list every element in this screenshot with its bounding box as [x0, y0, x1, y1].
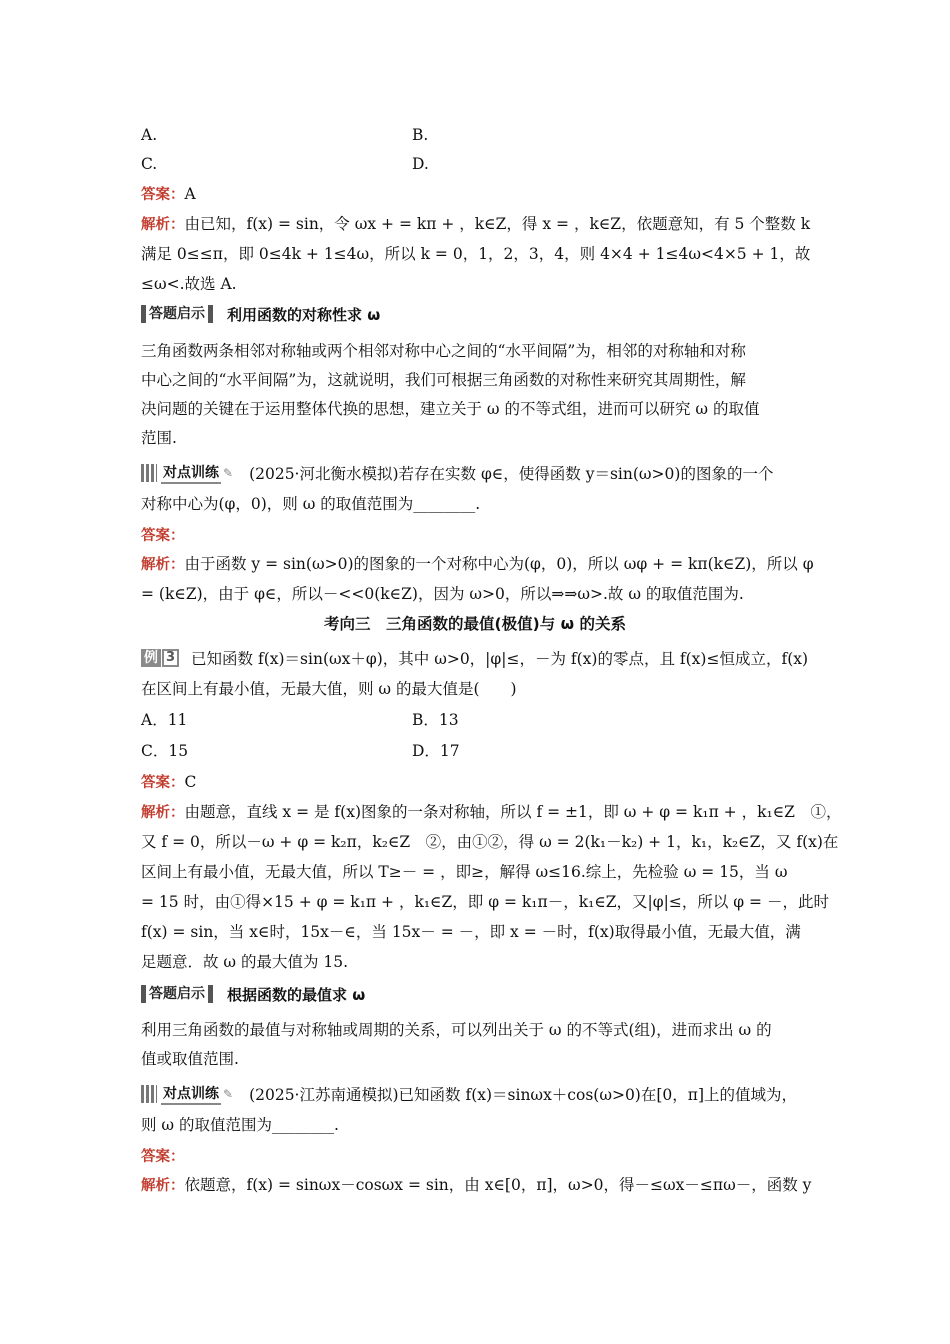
training-question: (2025·河北衡水模拟)若存在实数 φ∈，使得函数 y＝sin(ω>0)的图象的一个	[249, 465, 774, 483]
answer-line	[141, 183, 811, 206]
analysis-label: 解析：	[141, 1178, 185, 1194]
training-question: (2025·江苏南通模拟)已知函数 f(x)＝sinωx＋cos(ω>0)在[0，π]上的值域为，	[249, 1086, 797, 1104]
option-c: C．15	[141, 742, 189, 760]
tip-text-line: 值或取值范围.	[141, 1050, 239, 1068]
analysis-line	[141, 213, 811, 236]
analysis-line: f(x) = sin，当 x∈时，15x－∈，当 15x－ = －，即 x = －时，f(x)取得最小值，无最大值，满	[141, 923, 801, 941]
tip-text-line: 决问题的关键在于运用整体代换的思想，建立关于 ω 的不等式组，进而可以研究 ω 的取值	[141, 400, 760, 418]
answer-value: A	[184, 185, 196, 203]
analysis-label: 解析：	[141, 217, 185, 233]
example-number: 3	[162, 649, 179, 667]
training-question-line: 则 ω 的取值范围为________.	[141, 1116, 339, 1134]
option-b: B．13	[412, 711, 459, 729]
answer-line	[141, 1145, 811, 1168]
analysis-line	[141, 801, 842, 824]
analysis-text: 由已知，f(x) = sin，令 ωx + = kπ + ，k∈Z，得 x = ，k∈Z，依题意知，有 5 个整数 k	[184, 215, 811, 233]
analysis-line	[141, 553, 814, 576]
pencil-icon: ✎	[223, 466, 234, 480]
analysis-text: 由于函数 y = sin(ω>0)的图象的一个对称中心为(φ，0)，所以 ωφ + = kπ(k∈Z)，所以 φ	[184, 555, 814, 573]
answer-value: C	[184, 773, 197, 791]
analysis-line: = 15 时，由①得×15 + φ = k₁π + ，k₁∈Z，即 φ = k₁π－，k₁∈Z，又|φ|≤，所以 φ = －，此时	[141, 893, 829, 911]
analysis-line: 区间上有最小值，无最大值，所以 T≥－ = ，即≥，解得 ω≤16.综上，先检验 ω = 15，当 ω	[141, 863, 788, 881]
tip-badge: 答题启示	[141, 985, 213, 1003]
analysis-line: 满足 0≤≤π，即 0≤4k + 1≤4ω，所以 k = 0，1，2，3，4，则 4×4 + 1≤4ω<4×5 + 1，故	[141, 245, 811, 263]
example-badge: 例	[141, 649, 161, 667]
answer-label: 答案：	[141, 775, 185, 791]
answer-line	[141, 524, 811, 547]
option-c: C.	[141, 155, 158, 173]
option-b: B.	[412, 126, 429, 144]
section-heading: 考向三 三角函数的最值(极值)与 ω 的关系	[324, 615, 626, 633]
tip-header	[141, 304, 380, 324]
option-d: D．17	[412, 742, 460, 760]
tip-text-line: 中心之间的“水平间隔”为，这就说明，我们可根据三角函数的对称性来研究其周期性，解	[141, 371, 746, 389]
analysis-text: 依题意，f(x) = sinωx－cosωx = sin，由 x∈[0，π]，ω>0，得－≤ωx－≤πω－，函数 y	[184, 1176, 812, 1194]
analysis-label: 解析：	[141, 557, 185, 573]
answer-label: 答案：	[141, 1149, 185, 1165]
tip-header	[141, 984, 365, 1004]
tip-badge: 答题启示	[141, 305, 213, 323]
tip-title: 利用函数的对称性求 ω	[227, 305, 381, 324]
option-d: D.	[412, 155, 429, 173]
training-badge: 对点训练 ✎	[141, 462, 233, 484]
stripes-icon	[141, 464, 157, 482]
example-question-line: 在区间上有最小值，无最大值，则 ω 的最大值是( )	[141, 680, 517, 698]
analysis-label: 解析：	[141, 805, 185, 821]
answer-label: 答案：	[141, 528, 185, 544]
analysis-line: ≤ω<.故选 A.	[141, 275, 237, 293]
training-question-line: 对称中心为(φ，0)，则 ω 的取值范围为________.	[141, 495, 481, 513]
analysis-line: 足题意．故 ω 的最大值为 15.	[141, 953, 349, 971]
option-a: A.	[141, 126, 158, 144]
analysis-line: 又 f = 0，所以－ω + φ = k₂π，k₂∈Z ②，由①②，得 ω = 2(k₁－k₂) + 1，k₁，k₂∈Z，又 f(x)在	[141, 833, 839, 851]
answer-line	[141, 771, 811, 794]
analysis-line: = (k∈Z)，由于 φ∈，所以－<<0(k∈Z)，因为 ω>0，所以⇒⇒ω>.故 ω 的取值范围为.	[141, 585, 744, 603]
tip-text-line: 利用三角函数的最值与对称轴或周期的关系，可以列出关于 ω 的不等式(组)，进而求出 ω 的	[141, 1021, 772, 1039]
training-header	[141, 1083, 797, 1105]
tip-text-line: 范围.	[141, 429, 177, 447]
training-badge: 对点训练 ✎	[141, 1083, 233, 1105]
tip-title: 根据函数的最值求 ω	[227, 985, 366, 1004]
tip-text-line: 三角函数两条相邻对称轴或两个相邻对称中心之间的“水平间隔”为，相邻的对称轴和对称	[141, 342, 746, 360]
training-header	[141, 462, 773, 484]
example-header	[141, 647, 808, 669]
example-question: 已知函数 f(x)＝sin(ωx＋φ)，其中 ω>0，|φ|≤，－为 f(x)的零点，且 f(x)≤恒成立，f(x)	[191, 650, 809, 668]
option-a: A．11	[141, 711, 188, 729]
analysis-text: 由题意，直线 x = 是 f(x)图象的一条对称轴，所以 f = ±1，即 ω + φ = k₁π + ，k₁∈Z ①，	[184, 803, 842, 821]
pencil-icon: ✎	[223, 1087, 234, 1101]
answer-label: 答案：	[141, 187, 185, 203]
stripes-icon	[141, 1085, 157, 1103]
analysis-line	[141, 1174, 811, 1197]
